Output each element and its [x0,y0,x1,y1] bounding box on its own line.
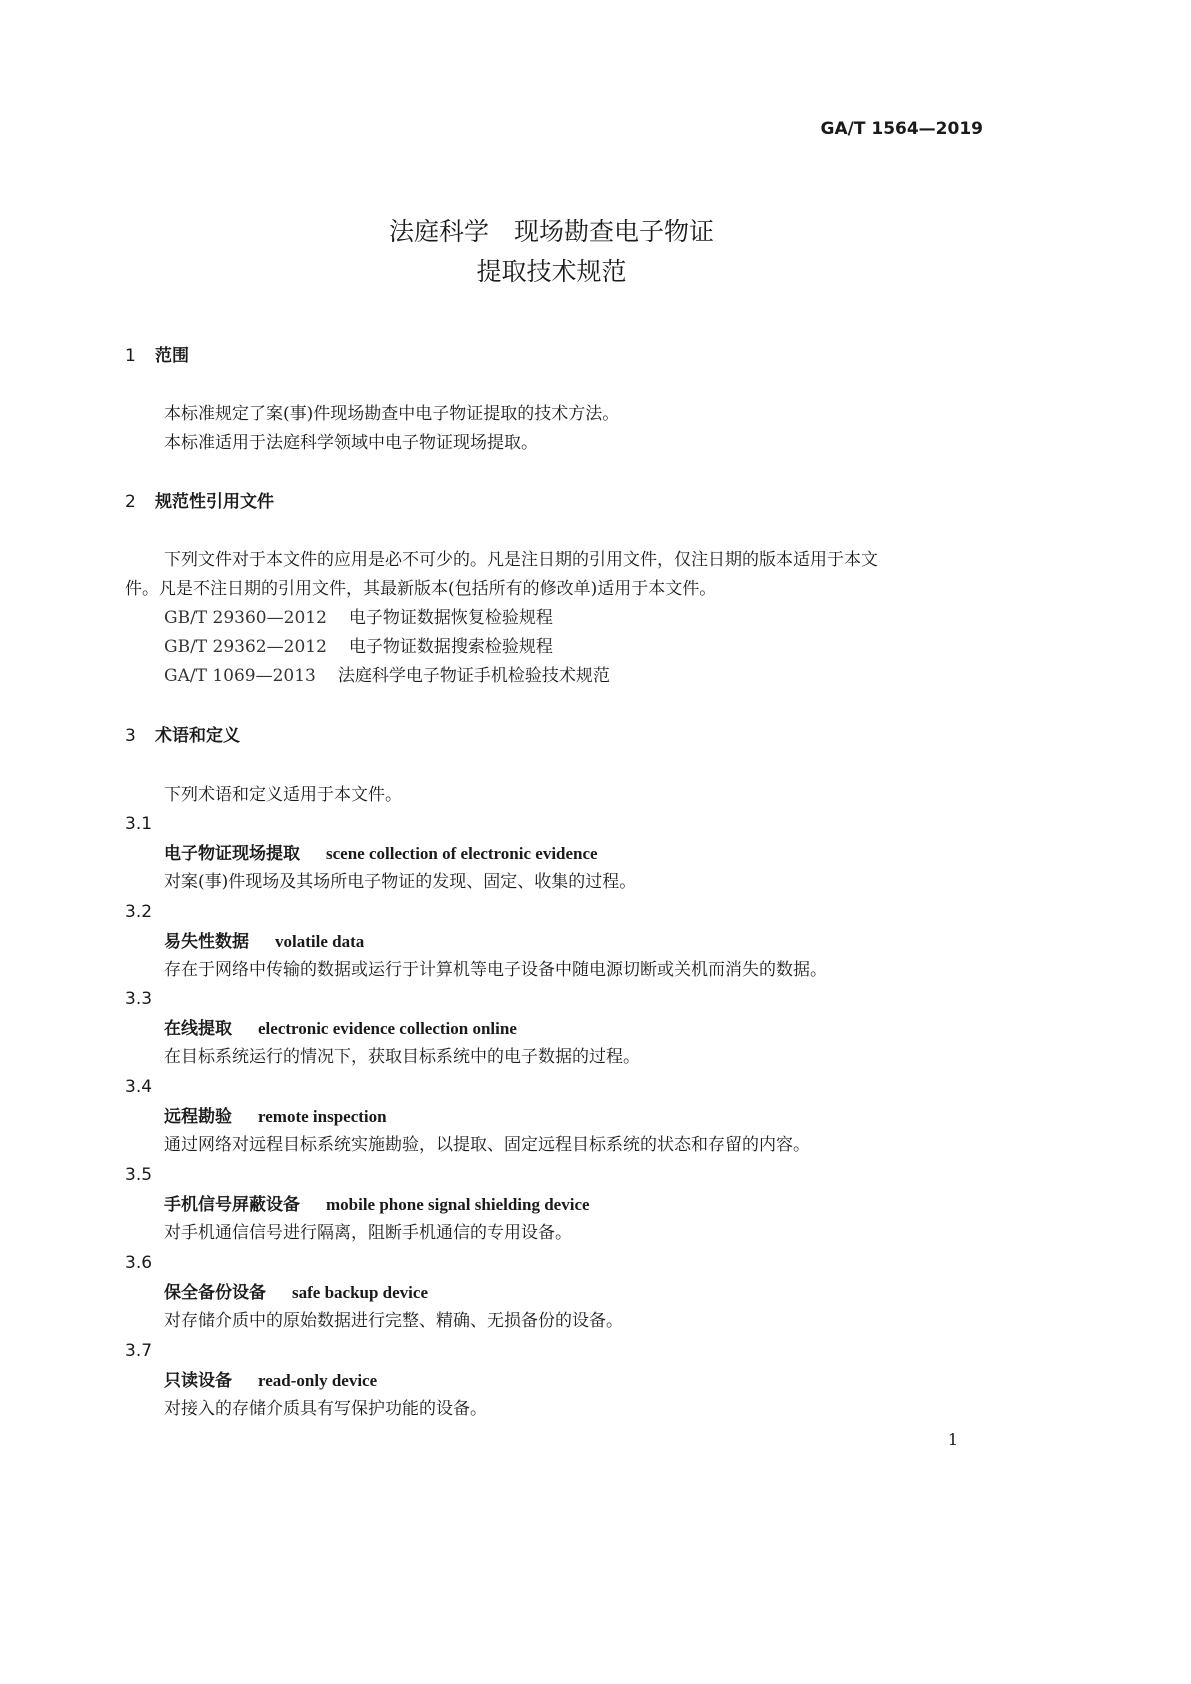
term-definition: 对接入的存储介质具有写保护功能的设备。 [164,1399,487,1419]
section-heading-scope [125,348,189,365]
term-name-en: safe backup device [292,1283,428,1302]
term-number: 3.7 [125,1341,153,1361]
term-number: 3.5 [125,1165,153,1185]
term-name-zh: 电子物证现场提取 [164,844,300,864]
term-name-en: read-only device [258,1371,378,1390]
term-name-zh: 易失性数据 [164,932,249,952]
paragraph: 件。凡是不注日期的引用文件，其最新版本(包括所有的修改单)适用于本文件。 [125,579,717,599]
term-name-zh: 远程勘验 [164,1107,232,1127]
document-title-line2: 提取技术规范 [476,257,627,286]
term-number: 3.6 [125,1253,153,1273]
term-number: 3.3 [125,989,153,1009]
reference-code: GB/T 29360—2012 [164,608,327,628]
document-title-line1: 法庭科学 现场勘查电子物证 [388,217,714,246]
term-name-en: scene collection of electronic evidence [326,844,598,863]
term-name [164,845,598,863]
reference-item [164,639,553,656]
section-number: 3 [125,726,136,746]
term-name [164,1020,517,1038]
term-definition: 通过网络对远程目标系统实施勘验，以提取、固定远程目标系统的状态和存留的内容。 [164,1135,810,1155]
term-name-en: remote inspection [258,1107,387,1126]
reference-code: GB/T 29362—2012 [164,637,327,657]
section-title: 规范性引用文件 [155,492,274,512]
section-number: 2 [125,492,136,512]
term-number: 3.1 [125,814,153,834]
term-definition: 在目标系统运行的情况下，获取目标系统中的电子数据的过程。 [164,1047,640,1067]
section-number: 1 [125,346,136,366]
reference-code: GA/T 1069—2013 [164,666,316,686]
term-name-zh: 在线提取 [164,1019,232,1039]
term-name [164,1372,377,1390]
term-definition: 对存储介质中的原始数据进行完整、精确、无损备份的设备。 [164,1311,623,1331]
term-number: 3.4 [125,1077,153,1097]
term-name-en: mobile phone signal shielding device [326,1195,590,1214]
term-name-zh: 只读设备 [164,1371,232,1391]
term-definition: 对手机通信信号进行隔离，阻断手机通信的专用设备。 [164,1223,572,1243]
paragraph: 下列文件对于本文件的应用是必不可少的。凡是注日期的引用文件，仅注日期的版本适用于本文 [164,550,878,570]
section-heading-terms-definitions [125,728,240,745]
term-number: 3.2 [125,902,153,922]
term-name [164,1108,387,1126]
section-heading-normative-references [125,494,274,511]
term-name-en: volatile data [275,932,365,951]
paragraph: 本标准规定了案(事)件现场勘查中电子物证提取的技术方法。 [164,404,620,424]
paragraph: 下列术语和定义适用于本文件。 [164,785,402,805]
term-definition: 对案(事)件现场及其场所电子物证的发现、固定、收集的过程。 [164,872,637,892]
reference-title: 电子物证数据恢复检验规程 [348,608,553,628]
term-name [164,933,364,951]
standard-code: GA/T 1564—2019 [820,119,983,139]
paragraph: 本标准适用于法庭科学领域中电子物证现场提取。 [164,433,538,453]
reference-title: 法庭科学电子物证手机检验技术规范 [337,666,610,686]
term-name-zh: 手机信号屏蔽设备 [164,1195,300,1215]
reference-item [164,610,553,627]
term-name [164,1284,428,1302]
term-name-en: electronic evidence collection online [258,1019,517,1038]
term-definition: 存在于网络中传输的数据或运行于计算机等电子设备中随电源切断或关机而消失的数据。 [164,960,827,980]
term-name [164,1196,590,1214]
section-title: 术语和定义 [155,726,240,746]
page-number: 1 [947,1430,958,1449]
reference-item [164,668,610,685]
section-title: 范围 [155,346,189,366]
term-name-zh: 保全备份设备 [164,1283,266,1303]
reference-title: 电子物证数据搜索检验规程 [348,637,553,657]
